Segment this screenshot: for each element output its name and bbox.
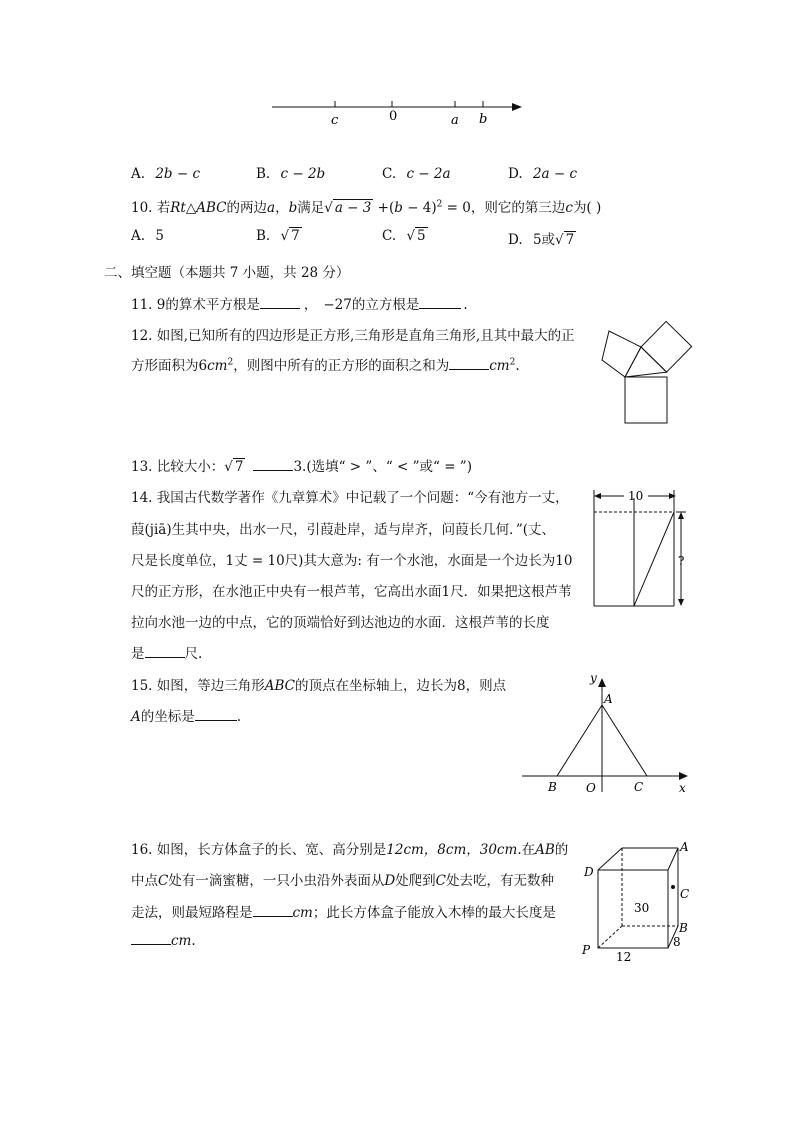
q16-line-4 — [131, 932, 196, 949]
arrow-left — [594, 493, 601, 499]
square-top-left — [602, 331, 641, 377]
width-label: 10 — [628, 489, 644, 503]
option-letter: D. — [508, 232, 523, 248]
q14-text: 是 — [131, 646, 145, 662]
sqrt-sign: √ — [280, 228, 290, 244]
q14-line-5: 拉向水池一边的中点，它的顶端恰好到达池边的水面．这根芦苇的长度 — [131, 615, 550, 631]
label-d: D — [584, 865, 594, 879]
q9-option-d[interactable] — [508, 166, 577, 182]
y-axis-arrow — [598, 678, 606, 687]
label-x: x — [679, 781, 686, 795]
label-a: A — [604, 692, 613, 706]
answer-blank[interactable] — [195, 708, 237, 721]
q14-text: 尺. — [184, 646, 203, 662]
q10-option-a[interactable] — [131, 228, 164, 244]
label-b: b — [479, 112, 488, 127]
q15-line-2 — [131, 705, 241, 725]
q10-abc: ABC — [196, 200, 227, 216]
q15-text: . — [236, 709, 242, 725]
label-c: C — [634, 780, 644, 794]
answer-blank[interactable] — [253, 458, 293, 471]
option-letter: D. — [508, 166, 523, 182]
label-o: O — [586, 781, 596, 795]
q14-line-2: 葭(jiā)生其中央，出水一尺，引葭赴岸，适与岸齐，问葭长几何．”(丈、 — [131, 522, 556, 538]
q10-text: 10. 若 — [131, 200, 171, 216]
option-letter: A. — [131, 166, 146, 182]
q16-point-c: C — [158, 873, 169, 889]
exponent: 2 — [227, 357, 234, 368]
label-y: y — [590, 671, 597, 685]
label-a: A — [680, 840, 689, 854]
q12-line-2 — [131, 354, 520, 374]
q10-option-b[interactable] — [256, 228, 302, 244]
q12-text: ，则图中所有的正方形的面积之和为 — [233, 358, 450, 374]
q14-line-6 — [131, 642, 202, 662]
q10-text: ， — [275, 200, 289, 216]
unit: cm — [207, 358, 228, 374]
q10-rt: Rt — [170, 200, 186, 216]
q16-line-1 — [131, 838, 568, 858]
sqrt-radicand: 7 — [234, 459, 244, 475]
q12-squares-figure — [596, 318, 696, 428]
q10-text: +( — [373, 200, 395, 216]
point-c-marker — [671, 885, 675, 889]
q14-line-4: 尺的正方形，在水池正中央有一根芦苇，它高出水面1尺．如果把这根芦苇 — [131, 584, 572, 600]
label-length: 12 — [616, 950, 632, 964]
q11-text: 11. 9的算术平方根是 — [131, 297, 260, 313]
q15-text: 的坐标是 — [140, 709, 195, 725]
q9-option-a[interactable] — [131, 166, 200, 182]
label-height: 30 — [634, 901, 650, 915]
q15-abc: ABC — [264, 678, 296, 694]
label-c: C — [680, 887, 690, 901]
q16-cuboid-figure — [578, 836, 696, 966]
label-width: 8 — [673, 935, 681, 949]
option-letter: B. — [256, 166, 271, 182]
sqrt-sign: √ — [406, 228, 416, 244]
sqrt-radicand: 7 — [565, 232, 575, 248]
q16-point-d: D — [384, 873, 396, 889]
square-top-right — [641, 321, 692, 372]
option-letter: A. — [131, 228, 146, 244]
q16-line-3 — [131, 901, 556, 921]
q16-text: 中点 — [131, 873, 158, 889]
q10-tri: △ — [185, 200, 197, 216]
q15-text: 的顶点在坐标轴上，边长为8，则点 — [295, 678, 507, 694]
q10-text: 为( ) — [572, 200, 602, 216]
q12-text: 方形面积为6 — [131, 358, 208, 374]
q16-text: .在 — [517, 842, 536, 858]
exponent: 2 — [509, 357, 516, 368]
number-line-figure — [268, 92, 528, 132]
q13-text: 13. 比较大小： — [131, 459, 225, 475]
q16-line-2 — [131, 869, 554, 889]
option-letter: C. — [382, 166, 397, 182]
q14-line-3: 尺是长度单位，1丈 = 10尺)其大意为: 有一个水池，水面是一个边长为10 — [131, 553, 573, 569]
q16-text: 16. 如图，长方体盒子的长、宽、高分别是 — [131, 842, 387, 858]
option-expr: 2a − c — [532, 166, 578, 182]
q16-text: 处去吃，有无数种 — [446, 873, 555, 889]
q16-text: . — [191, 933, 196, 949]
option-letter: B. — [256, 228, 271, 244]
answer-blank[interactable] — [131, 932, 171, 945]
q12-text: . — [515, 358, 520, 374]
q16-text: 的 — [554, 842, 569, 858]
answer-blank[interactable] — [419, 296, 461, 309]
arrow-up — [678, 512, 684, 519]
q15-point-a: A — [131, 709, 141, 725]
option-expr: 2b − c — [155, 166, 201, 182]
q10-var-a: a — [267, 200, 276, 216]
q13-text: 3.(选填“ > ”、“ < ”或“ = ”) — [293, 459, 472, 475]
q10-text: 的两边 — [226, 200, 267, 216]
hidden-bottom-left — [598, 926, 622, 948]
q10-text: − 4) — [402, 200, 437, 216]
q11-text: . — [463, 297, 468, 313]
q11-stem — [131, 293, 468, 313]
q14-line-1: 14. 我国古代数学著作《九章算术》中记载了一个问题：“今有池方一丈， — [131, 490, 569, 506]
exponent: 2 — [436, 199, 443, 210]
option-expr: c − 2a — [406, 166, 451, 182]
q15-line-1 — [131, 674, 506, 694]
label-a: a — [451, 113, 459, 128]
x-axis-arrow — [679, 772, 688, 780]
q14-pool-figure — [588, 484, 696, 614]
q16-text: ；此长方体盒子能放入木棒的最大长度是 — [312, 905, 556, 921]
unit: cm — [171, 933, 192, 949]
q10-text: 满足 — [297, 200, 325, 216]
option-expr: c − 2b — [280, 166, 326, 182]
sqrt-sign: √ — [555, 232, 564, 248]
sqrt-sign: √ — [324, 200, 333, 216]
right-triangle — [625, 347, 667, 377]
q12-line-1: 12. 如图,已知所有的四边形是正方形,三角形是直角三角形,且其中最大的正 — [131, 328, 575, 344]
q16-ab: AB — [535, 842, 555, 858]
q10-option-d[interactable] — [508, 228, 576, 248]
label-c: c — [331, 113, 339, 128]
option-value: 5或 — [532, 232, 556, 248]
arrow-down — [678, 599, 684, 606]
q11-text: ， — [303, 297, 318, 313]
option-value: 5 — [155, 228, 164, 244]
number-line-arrow — [512, 103, 522, 111]
q13-stem — [131, 455, 472, 475]
q15-text: 15. 如图，等边三角形 — [131, 678, 265, 694]
unit: cm — [292, 905, 313, 921]
reed-slanted — [634, 512, 674, 606]
sqrt-radicand: a − 3 — [334, 200, 372, 216]
unit: cm — [489, 358, 510, 374]
answer-blank[interactable] — [145, 645, 185, 658]
label-b: B — [548, 780, 557, 794]
q10-var-c: c — [565, 200, 573, 216]
q10-var-b: b — [394, 200, 403, 216]
front-face — [598, 870, 668, 948]
q10-stem — [131, 196, 601, 216]
sqrt-sign: √ — [224, 459, 233, 475]
q16-text: 走法，则最短路程是 — [131, 905, 253, 921]
arrow-right — [669, 493, 676, 499]
answer-blank[interactable] — [260, 296, 300, 309]
q10-option-c[interactable] — [382, 228, 428, 244]
top-left-edge — [598, 848, 622, 870]
q10-var-b: b — [288, 200, 298, 216]
q16-point-c: C — [435, 873, 447, 889]
height-label: ? — [678, 554, 685, 568]
q16-text: 处爬到 — [395, 873, 436, 889]
label-p: P — [582, 943, 591, 957]
q9-option-b[interactable] — [256, 166, 325, 182]
q9-option-c[interactable] — [382, 166, 451, 182]
q16-text: 处有一滴蜜糖，一只小虫沿外表面从 — [168, 873, 385, 889]
sqrt-radicand: 7 — [291, 228, 300, 244]
q15-coordinate-figure — [518, 668, 698, 803]
square-bottom — [625, 377, 667, 423]
q16-dims: 12cm，8cm，30cm — [386, 842, 518, 858]
q11-text: −27的立方根是 — [323, 297, 420, 313]
label-b: B — [679, 921, 688, 935]
option-letter: C. — [382, 228, 397, 244]
answer-blank[interactable] — [449, 357, 489, 370]
label-0: 0 — [389, 109, 398, 124]
q10-text: = 0，则它的第三边 — [442, 200, 566, 216]
section-title: 二、填空题（本题共 7 小题，共 28 分） — [104, 265, 350, 281]
top-right-edge — [668, 848, 678, 870]
answer-blank[interactable] — [253, 904, 293, 917]
sqrt-radicand: 5 — [417, 228, 426, 244]
